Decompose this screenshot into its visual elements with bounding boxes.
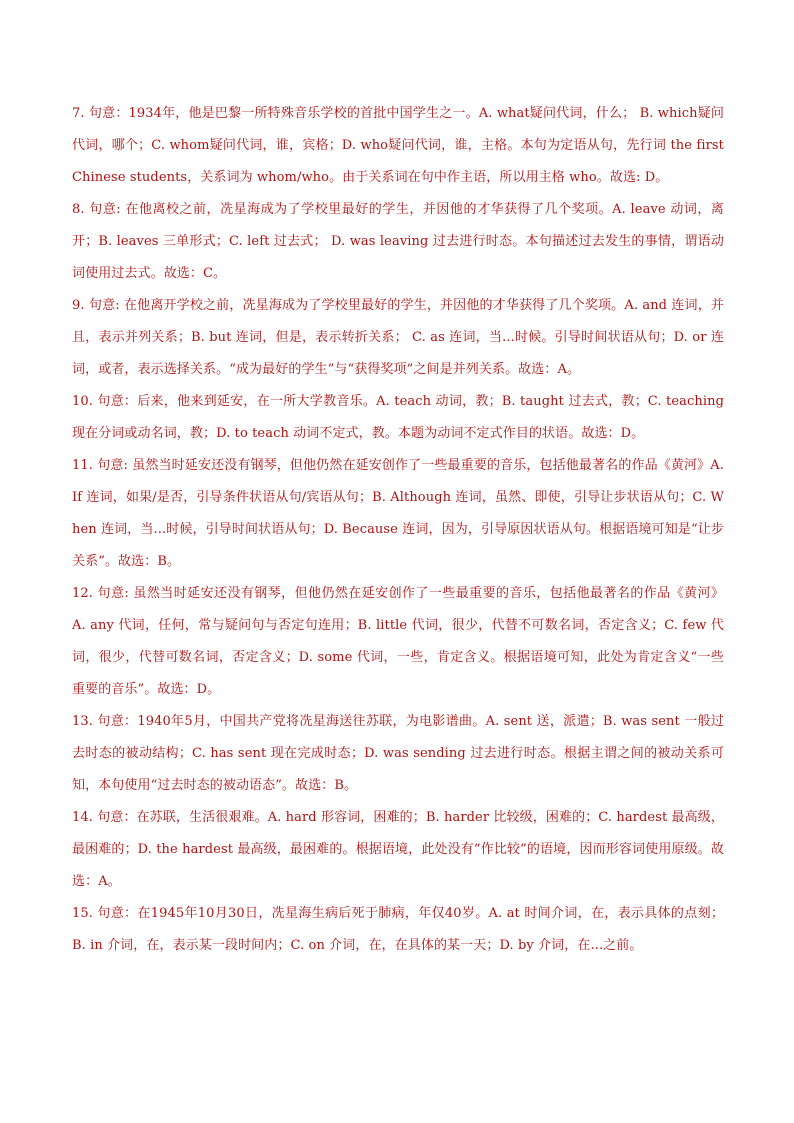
explanation-15: 15. 句意：在1945年10月30日，冼星海生病后死于肺病，年仅40岁。A. at 时间介词，在，表示具体的点刻；B. in 介词，在，表示某一段时间内；C. on 介词，在，在具体的某一天；D. by 介词，在...之前。 (72, 906, 724, 953)
explanation-8: 8. 句意: 在他离校之前，冼星海成为了学校里最好的学生，并因他的才华获得了几个奖项。A. leave 动词，离开；B. leaves 三单形式；C. left 过去式； D. was leaving 过去进行时态。本句描述过去发生的事情，谓语动词使用过去式。故选：C。 (72, 202, 724, 281)
explanation-11: 11. 句意: 虽然当时延安还没有钢琴，但他仍然在延安创作了一些最重要的音乐，包括他最著名的作品《黄河》A. If 连词，如果/是否，引导条件状语从句/宾语从句；B. Although 连词，虽然、即使，引导让步状语从句；C. When 连词，当...时候，引导时间状语从句；D. Because 连词，因为，引导原因状语从句。根据语境可知是“让步关系”。故选：B。 (72, 458, 724, 569)
explanation-9: 9. 句意: 在他离开学校之前，冼星海成为了学校里最好的学生，并因他的才华获得了几个奖项。A. and 连词，并且，表示并列关系；B. but 连词，但是，表示转折关系； C. as 连词，当...时候。引导时间状语从句；D. or 连词，或者，表示选择关系。“成为最好的学生”与“获得奖项”之间是并列关系。故选：A。 (72, 298, 724, 377)
explanation-7: 7. 句意：1934年，他是巴黎一所特殊音乐学校的首批中国学生之一。A. what疑问代词，什么； B. which疑问代词，哪个；C. whom疑问代词，谁，宾格；D. who疑问代词，谁，主格。本句为定语从句，先行词 the first Chinese students，关系词为 whom/who。由于关系词在句中作主语，所以用主格 who。故选: D。 (72, 106, 724, 185)
explanation-14: 14. 句意：在苏联，生活很艰难。A. hard 形容词，困难的；B. harder 比较级，困难的；C. hardest 最高级，最困难的；D. the hardest 最高级，最困难的。根据语境，此处没有“作比较”的语境，因而形容词使用原级。故选：A。 (72, 810, 724, 889)
answer-explanations (72, 98, 724, 962)
explanation-10: 10. 句意：后来，他来到延安，在一所大学教音乐。A. teach 动词，教；B. taught 过去式，教；C. teaching 现在分词或动名词，教；D. to teach 动词不定式，教。本题为动词不定式作目的状语。故选：D。 (72, 394, 724, 441)
explanation-12: 12. 句意: 虽然当时延安还没有钢琴，但他仍然在延安创作了一些最重要的音乐，包括他最著名的作品《黄河》 A. any 代词，任何，常与疑问句与否定句连用；B. little 代词，很少，代替不可数名词，否定含义；C. few 代词，很少，代替可数名词，否定含义；D. some 代词，一些，肯定含义。根据语境可知，此处为肯定含义“一些重要的音乐”。故选：D。 (72, 586, 724, 697)
explanation-13: 13. 句意：1940年5月，中国共产党将冼星海送往苏联，为电影谱曲。A. sent 送，派遣；B. was sent 一般过去时态的被动结构；C. has sent 现在完成时态；D. was sending 过去进行时态。根据主谓之间的被动关系可知，本句使用“过去时态的被动语态”。故选：B。 (72, 714, 724, 793)
